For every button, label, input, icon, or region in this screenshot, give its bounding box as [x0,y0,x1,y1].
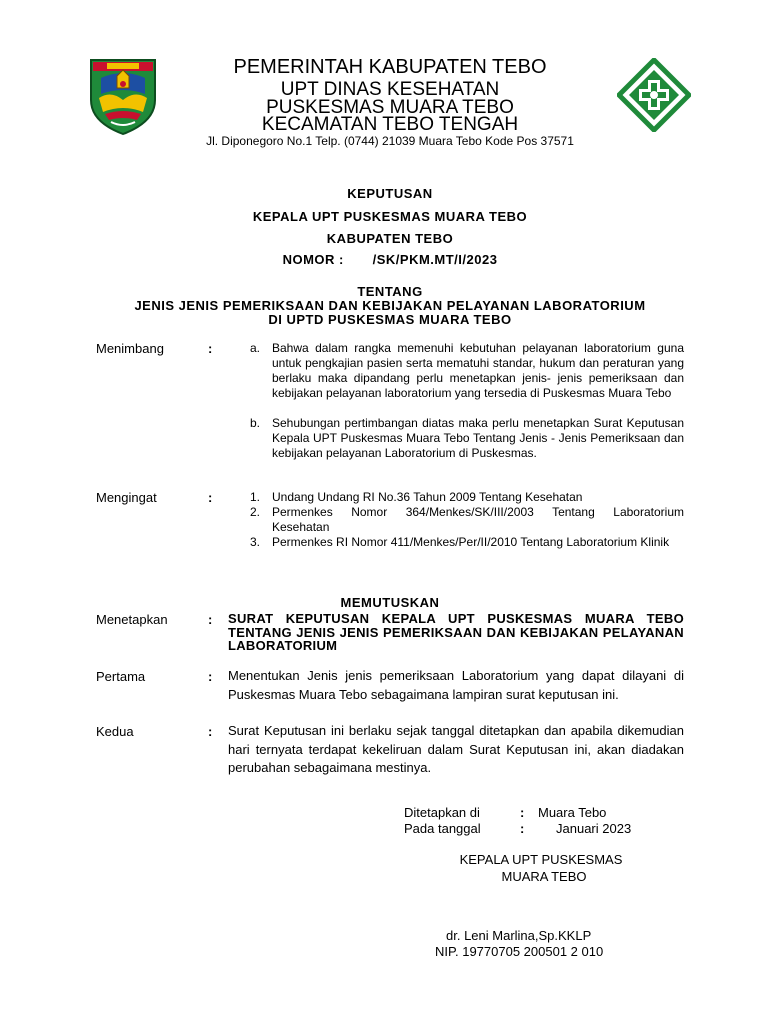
mengingat-item-mark: 3. [250,535,261,549]
menimbang-item-text: Bahwa dalam rangka memenuhi kebutuhan pelayanan laboratorium guna untuk pengkajian pasien serta mematuhi standar, hukum dan peraturan yang berlaku maka dipandang perlu menetapkan jenis- jenis pemeriksaan dan kebijakan pelayanan laboratorium yang tersedia di Puskesmas Muara Tebo [272,341,684,400]
pertama-colon: : [208,669,213,684]
mengingat-colon: : [208,490,213,505]
menetapkan-text: SURAT KEPUTUSAN KEPALA UPT PUSKESMAS MUARA TEBO TENTANG JENIS JENIS PEMERIKSAAN DAN KEBIJAKAN PELAYANAN LABORATORIUM [228,611,684,653]
kop-puskesmas-name: PUSKESMAS MUARA TEBO [266,97,514,118]
kedua-text: Surat Keputusan ini berlaku sejak tanggal ditetapkan dan apabila dikemudian hari ternyata terdapat kekeliruan dalam Surat Keputusan ini, akan diadakan perubahan sebagaimana mestinya. [228,723,684,775]
kop-address: Jl. Diponegoro No.1 Telp. (0744) 21039 Muara Tebo Kode Pos 37571 [206,134,574,148]
menimbang-item-mark: b. [250,416,261,430]
menimbang-item-mark: a. [250,341,261,355]
decree-number: NOMOR : /SK/PKM.MT/I/2023 [282,252,498,267]
menimbang-colon: : [208,341,213,356]
kabupaten-tebo-logo [87,54,159,136]
signatory-name: dr. Leni Marlina,Sp.KKLP [446,928,592,943]
ditetapkan-place: Muara Tebo [538,805,607,820]
pertama-text: Menentukan Jenis jenis pemeriksaan Laboratorium yang dapat dilayani di Puskesmas Muara Tebo sebagaimana lampiran surat keputusan ini. [228,668,684,702]
tanggal-value: Januari 2023 [556,821,632,836]
mengingat-item-text: Undang Undang RI No.36 Tahun 2009 Tentang Kesehatan [272,490,583,504]
mengingat-item-mark: 1. [250,490,261,504]
signatory-institution: MUARA TEBO [501,869,587,884]
kop-agency-name: UPT DINAS KESEHATAN [280,79,500,100]
menetapkan-colon: : [208,612,213,627]
ditetapkan-colon: : [520,805,525,820]
memutuskan-heading: MEMUTUSKAN [340,595,440,610]
tanggal-colon: : [520,821,525,836]
menimbang-label: Menimbang [96,341,164,356]
kedua-colon: : [208,724,213,739]
decree-title: KEPUTUSAN [347,186,433,201]
mengingat-label: Mengingat [96,490,157,505]
menetapkan-label: Menetapkan [96,612,168,627]
decree-about-label: TENTANG [357,284,423,299]
kedua-label: Kedua [96,724,134,739]
tanggal-label: Pada tanggal [404,821,481,836]
ditetapkan-label: Ditetapkan di [404,805,480,820]
kop-district-name: KECAMATAN TEBO TENGAH [261,114,519,135]
decree-issuer: KEPALA UPT PUSKESMAS MUARA TEBO [252,209,528,224]
decree-subject-line1: JENIS JENIS PEMERIKSAAN DAN KEBIJAKAN PELAYANAN LABORATORIUM [134,298,646,313]
menimbang-item-text: Sehubungan pertimbangan diatas maka perlu menetapkan Surat Keputusan Kepala UPT Puskesmas Muara Tebo Tentang Jenis - Jenis Pemeriksaan dan kebijakan pelayanan Laboratorium di Puskesmas. [272,416,684,460]
signatory-position: KEPALA UPT PUSKESMAS [459,852,623,867]
pertama-label: Pertama [96,669,146,684]
mengingat-item-text: Permenkes Nomor 364/Menkes/SK/III/2003 Tentang Laboratorium Kesehatan [272,505,684,534]
signatory-nip: NIP. 19770705 200501 2 010 [435,944,604,959]
kop-government-name: PEMERINTAH KABUPATEN TEBO [233,56,547,78]
decree-regency: KABUPATEN TEBO [326,231,454,246]
mengingat-item-mark: 2. [250,505,261,519]
decree-subject-line2: DI UPTD PUSKESMAS MUARA TEBO [268,312,512,327]
mengingat-item-text: Permenkes RI Nomor 411/Menkes/Per/II/2010 Tentang Laboratorium Klinik [272,535,670,549]
